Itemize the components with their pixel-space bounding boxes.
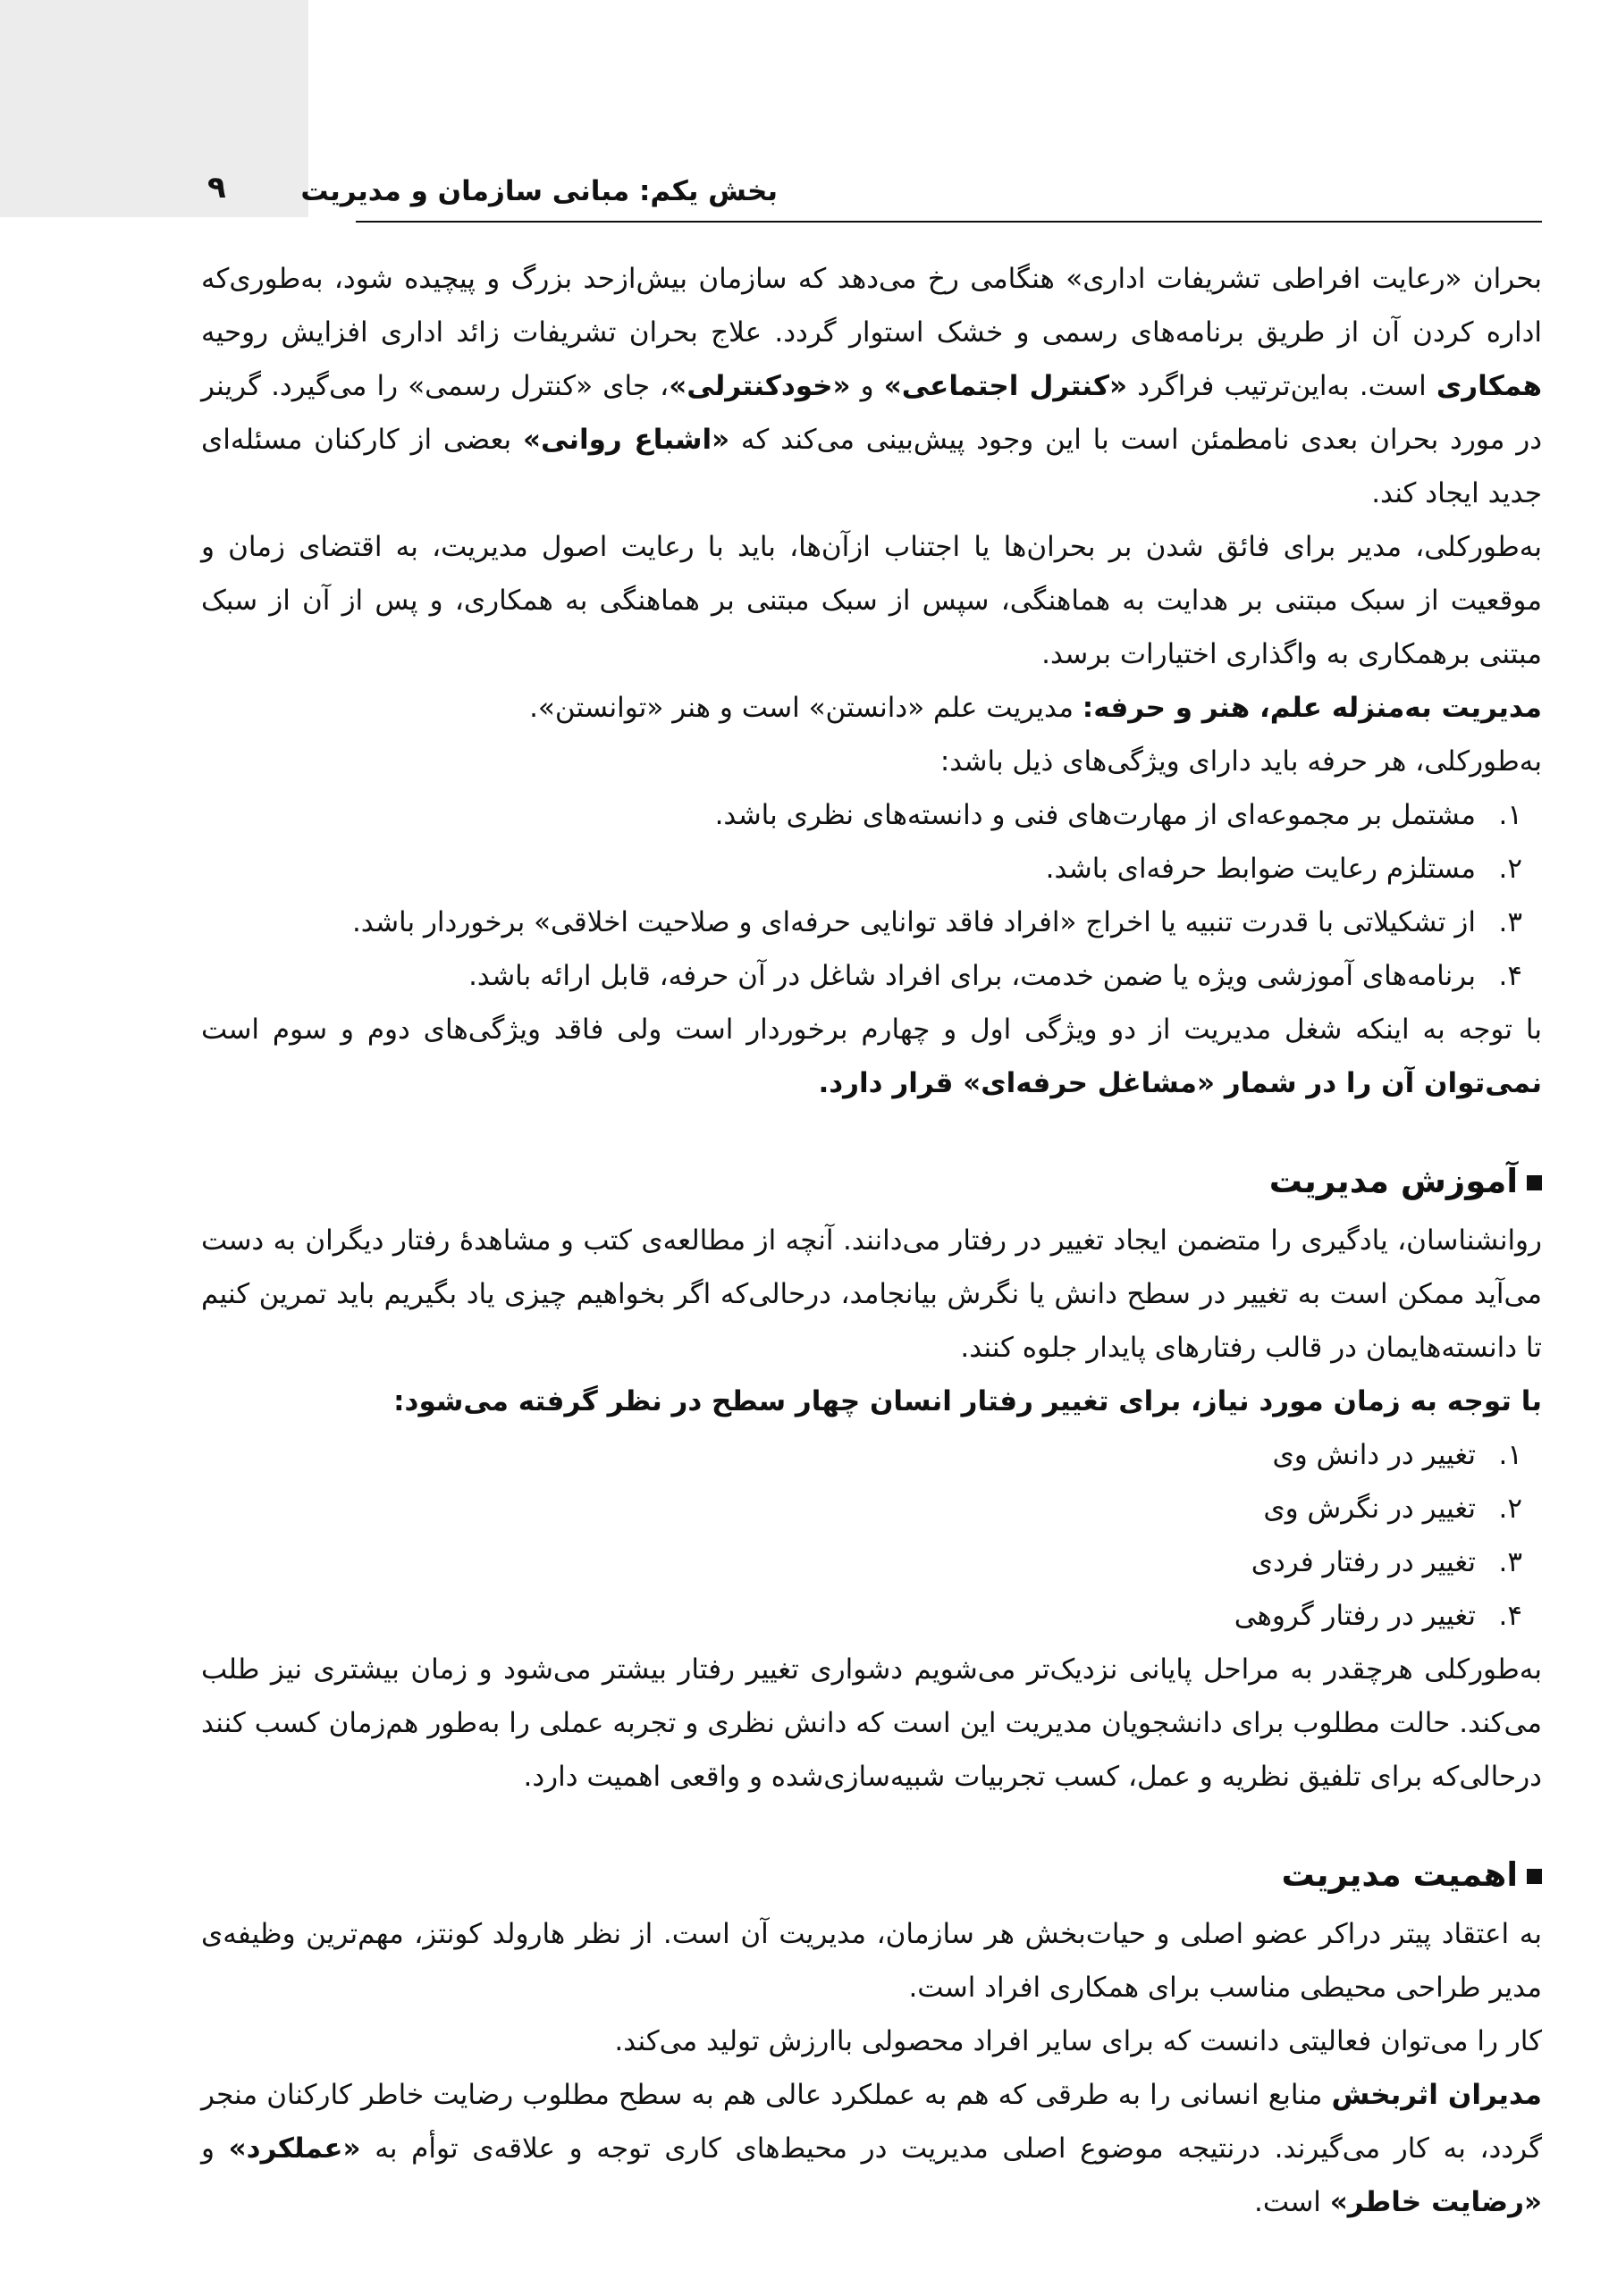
section-heading-management-importance: اهمیت مدیریت xyxy=(201,1848,1542,1902)
bold-term: نمی‌توان آن را در شمار «مشاغل حرفه‌ای» قرار دارد. xyxy=(818,1067,1542,1099)
paragraph-general: به‌طورکلی، مدیر برای فائق شدن بر بحران‌ها یا اجتناب ازآن‌ها، باید با رعایت اصول مدیریت، به اقتضای زمان و موقعیت از سبک مبتنی بر هدایت به هماهنگی، سپس از سبک مبتنی بر هماهنگی به همکاری، و پس از آن از سبک مبتنی برهمکاری به واگذاری اختیارات برسد. xyxy=(201,531,1542,670)
page-content xyxy=(201,252,1542,2229)
bold-term: «عملکرد» xyxy=(228,2132,361,2165)
page-corner-block xyxy=(0,0,308,217)
list-item: ۳.تغییر در رفتار فردی xyxy=(1251,1546,1522,1578)
paragraph-effective-managers: مدیران اثربخش منابع انسانی را به طرقی که هم به عملکرد عالی هم به سطح مطلوب رضایت خاطر کارکنان منجر گردد، به کار می‌گیرند. درنتیجه موضوع اصلی مدیریت در محیط‌های کاری توجه و علاقه‌ی توأم به «عملکرد» و «رضایت خاطر» است. xyxy=(201,2079,1543,2218)
list-item: ۳.از تشکیلاتی با قدرت تنبیه یا اخراج «افراد فاقد توانایی حرفه‌ای و صلاحیت اخلاقی» برخوردار باشد. xyxy=(351,906,1522,938)
paragraph-profession-intro: به‌طورکلی، هر حرفه باید دارای ویژگی‌های ذیل باشد: xyxy=(939,745,1542,778)
bold-term: «کنترل اجتماعی» xyxy=(883,370,1127,402)
header-rule xyxy=(356,221,1542,223)
page-number: ۹ xyxy=(207,170,226,206)
paragraph-levels-summary: به‌طورکلی هرچقدر به مراحل پایانی نزدیک‌تر می‌شویم دشواری تغییر رفتار بیشتر می‌شود و زمان بیشتری نیز طلب می‌کند. حالت مطلوب برای دانشجویان مدیریت این است که دانش نظری و تجربه عملی را به‌طور هم‌زمان کسب کنند درحالی‌که برای تلفیق نظریه و عمل، کسب تجربیات شبیه‌سازی‌شده و واقعی اهمیت دارد. xyxy=(201,1653,1542,1793)
paragraph-definition: مدیریت به‌منزله علم، هنر و حرفه: مدیریت علم «دانستن» است و هنر «توانستن». xyxy=(529,692,1542,724)
bold-term: مدیریت به‌منزله علم، هنر و حرفه: xyxy=(1082,692,1542,724)
levels-list xyxy=(201,1428,1542,1643)
paragraph-learning: روانشناسان، یادگیری را متضمن ایجاد تغییر در رفتار می‌دانند. آنچه از مطالعه‌ی کتب و مشاهدهٔ رفتار دیگران به دست می‌آید ممکن است به تغییر در سطح دانش یا نگرش بیانجامد، درحالی‌که اگر بخواهیم چیزی یاد بگیریم باید تمرین کنیم تا دانسته‌هایمان در قالب رفتارهای پایدار جلوه کنند. xyxy=(201,1224,1542,1364)
running-header: بخش یکم: مبانی سازمان و مدیریت xyxy=(300,175,778,207)
list-item: ۲.تغییر در نگرش وی xyxy=(1263,1493,1522,1525)
list-item: ۱.مشتمل بر مجموعه‌ای از مهارت‌های فنی و دانسته‌های نظری باشد. xyxy=(714,799,1522,831)
section-heading-management-education: آموزش مدیریت xyxy=(201,1155,1542,1208)
bold-term: «خودکنترلی» xyxy=(669,370,851,402)
list-item: ۲.مستلزم رعایت ضوابط حرفه‌ای باشد. xyxy=(1045,853,1522,885)
paragraph-drucker: به اعتقاد پیتر دراکر عضو اصلی و حیات‌بخش هر سازمان، مدیریت آن است. از نظر هارولد کونتز، مهم‌ترین وظیفه‌ی مدیر طراحی محیطی مناسب برای همکاری افراد است. xyxy=(201,1918,1542,2004)
bold-term: مدیران اثربخش xyxy=(1331,2079,1543,2111)
paragraph-work: کار را می‌توان فعالیتی دانست که برای سایر افراد محصولی باارزش تولید می‌کند. xyxy=(614,2025,1542,2057)
paragraph-crisis: بحران «رعایت افراطی تشریفات اداری» هنگامی رخ می‌دهد که سازمان بیش‌ازحد بزرگ و پیچیده شود، به‌طوری‌که اداره کردن آن از طریق برنامه‌های رسمی و خشک استوار گردد. علاج بحران تشریفات زائد اداری افزایش روحیه همکاری است. به‌این‌ترتیب فراگرد «کنترل اجتماعی» و «خودکنترلی»، جای «کنترل رسمی» را می‌گیرد. گرینر در مورد بحران بعدی نامطمئن است با این وجود پیش‌بینی می‌کند که «اشباع روانی» بعضی از کارکنان مسئله‌ای جدید ایجاد کند. xyxy=(201,263,1543,509)
bullet-square-icon xyxy=(1527,1175,1542,1190)
list-item: ۴.تغییر در رفتار گروهی xyxy=(1234,1600,1522,1632)
bold-term: همکاری xyxy=(1436,370,1543,402)
paragraph-conclusion: با توجه به اینکه شغل مدیریت از دو ویژگی اول و چهارم برخوردار است ولی فاقد ویژگی‌های دوم و سوم است نمی‌توان آن را در شمار «مشاغل حرفه‌ای» قرار دارد. xyxy=(201,1013,1542,1099)
list-item: ۴.برنامه‌های آموزشی ویژه یا ضمن خدمت، برای افراد شاغل در آن حرفه، قابل ارائه باشد. xyxy=(468,960,1522,992)
list-item: ۱.تغییر در دانش وی xyxy=(1272,1439,1522,1471)
bold-term: «رضایت خاطر» xyxy=(1329,2186,1542,2218)
bullet-square-icon xyxy=(1527,1869,1542,1884)
bold-term: «اشباع روانی» xyxy=(523,424,730,456)
profession-list xyxy=(201,788,1542,1003)
paragraph-levels-intro: با توجه به زمان مورد نیاز، برای تغییر رفتار انسان چهار سطح در نظر گرفته می‌شود: xyxy=(393,1385,1542,1417)
